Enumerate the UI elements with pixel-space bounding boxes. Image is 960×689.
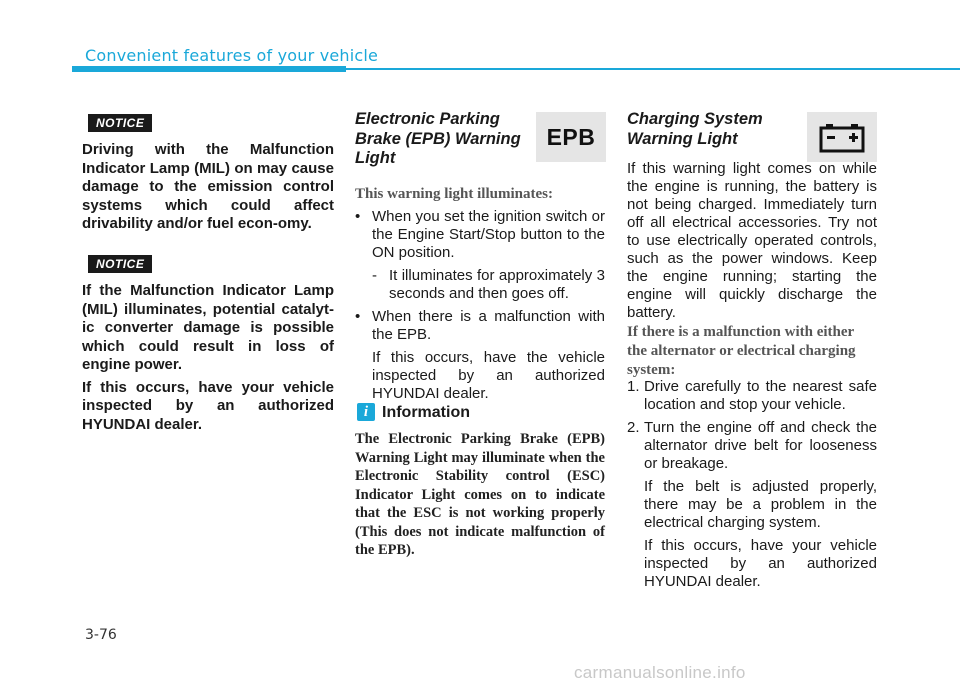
info-text: The Electronic Parking Brake (EPB) Warning Light may illuminate when the Electronic Stability control (ESC) Indicator Light comes on to indicate that the ESC is not working properly (This does not indicate malfunction of the EPB). [355, 431, 605, 558]
step-text: Turn the engine off and check the alternator drive belt for looseness or breakage. [644, 419, 877, 472]
title-line: Charging System [627, 110, 763, 128]
bullet-followup: If this occurs, have the vehicle inspected by an authorized HYUNDAI dealer. [372, 349, 605, 402]
step-number: 2. [627, 419, 640, 436]
notice-paragraph: Driving with the Malfunction Indicator Lamp (MIL) on may cause damage to the emission control systems which could affect drivability and/or fuel econ-omy. [82, 141, 334, 232]
bullet-text: When there is a malfunction with the EPB. [372, 308, 605, 343]
title-line: Light [355, 149, 396, 167]
charging-steps [627, 378, 877, 591]
epb-icon-label: EPB [546, 123, 596, 150]
title-line: Warning Light [627, 129, 738, 148]
info-title: Information [382, 404, 470, 421]
battery-icon [818, 121, 866, 153]
info-icon: i [357, 403, 375, 421]
charging-section-title [627, 110, 807, 149]
step-text: Drive carefully to the nearest safe location and stop your vehicle. [644, 378, 877, 413]
notice-badge-1: NOTICE [88, 114, 152, 132]
header-rule [346, 68, 960, 70]
title-line: Electronic Parking [355, 110, 500, 128]
epb-body [355, 208, 605, 403]
notice-text-1 [82, 141, 334, 238]
charging-subheading: If there is a malfunction with either the alternator or electrical charging system: [627, 324, 856, 378]
notice-badge-2: NOTICE [88, 255, 152, 273]
header-bar [72, 66, 346, 72]
notice-paragraph: If this occurs, have your vehicle inspected by an authorized HYUNDAI dealer. [82, 378, 334, 433]
section-header-title: Convenient features of your vehicle [85, 46, 379, 65]
dash-item [372, 267, 605, 303]
title-line: Brake (EPB) Warning [355, 129, 521, 148]
watermark: carmanualsonline.info [574, 663, 746, 682]
step-item [627, 419, 877, 473]
page-number: 3-76 [85, 627, 117, 643]
step-item [627, 378, 877, 414]
epb-section-title [355, 110, 535, 169]
bullet-item [355, 308, 605, 344]
bullet-item [355, 208, 605, 262]
dash-text: It illuminates for approximately 3 seconds and then goes off. [389, 267, 605, 302]
step-followup: If this occurs, have your vehicle inspected by an authorized HYUNDAI dealer. [644, 537, 877, 590]
notice-paragraph: If the Malfunction Indicator Lamp (MIL) illuminates, potential catalyt-ic converter damage is possible which could result in loss of engine power. [82, 282, 334, 373]
dash-mark: - [372, 267, 377, 284]
bullet-text: When you set the ignition switch or the Engine Start/Stop button to the ON position. [372, 208, 605, 261]
notice-text-2 [82, 282, 334, 438]
charging-warning-icon [807, 112, 877, 162]
step-followup: If the belt is adjusted properly, there may be a problem in the electrical charging system. [644, 478, 877, 531]
epb-subheading: This warning light illuminates: [355, 186, 553, 202]
epb-warning-icon [536, 112, 606, 162]
step-number: 1. [627, 378, 640, 395]
charging-intro: If this warning light comes on while the engine is running, the battery is not being charged. Immediately turn off all electrical accessories. Try not to use electrically operated controls, such as the power windows. Keep the engine running; starting the engine will quickly discharge the battery. [627, 160, 877, 321]
